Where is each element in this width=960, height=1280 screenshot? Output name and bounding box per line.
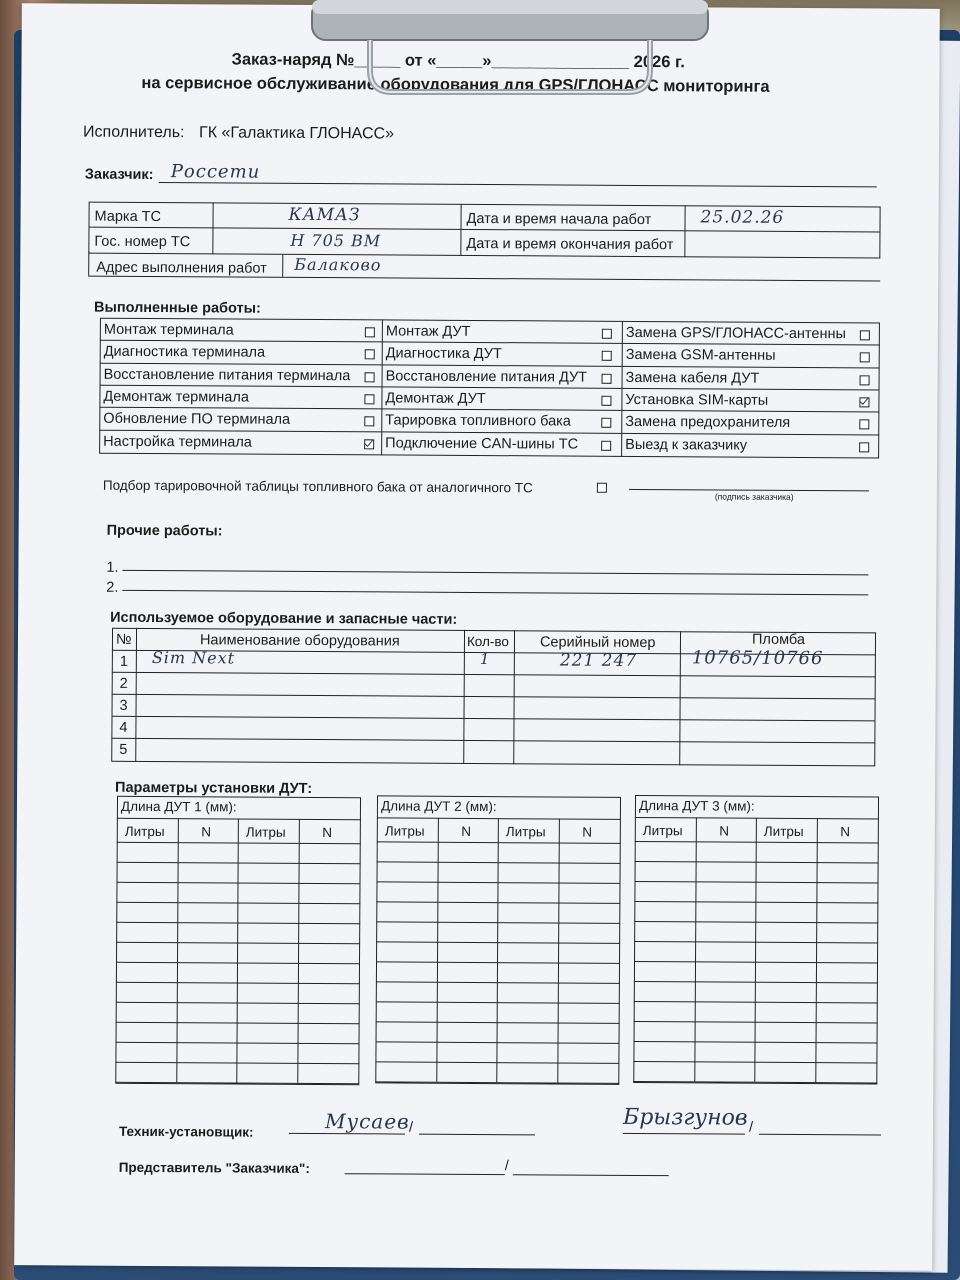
eq-row-num: 1 — [119, 653, 128, 670]
work-item-checkbox[interactable] — [602, 329, 612, 339]
work-order-sheet: Заказ-наряд №_____ от «_____»_______________ 2026 г. на сервисное обслуживание оборудования для GPS/ГЛОНАСС мониторинга Исполнитель: ГК «Галактика ГЛОНАСС» Заказчик: Россети Марка ТС КАМАЗ Гос. номер ТС Н 705 ВМ Дата и время начала работ 25.02.26 Дата и время окончания работ Адрес выполнения работ Балаково Выполненные работы: Монтаж терминала Диагностика терминала Восстановление питания терминала Демонтаж терминала Обновление ПО терминала Настройка терминала Монтаж ДУТ Диагностика ДУТ Восстановление питания ДУТ Демонтаж ДУТ Тарировка топливного бака Подключение CAN-шины ТС Замена GPS/ГЛОНАСС-антенны Замена GSM-антенны Замена кабеля ДУТ Установка SIM-карты Замена предохранителя Выезд к заказчику Подбор тарировочной таблицы топливного бака от аналогичного ТС (подпись заказчика) Прочие работы: 1. 2. Используемое оборудование и запасные части: № Наименование оборудования Кол-во Серийный номер Пломба 1 Sim Next 1 221 247 10765/10766 2 3 4 5 Параметры установки ДУТ: Длина ДУТ 1 (мм): Литры N Литры N Длина ДУТ 2 (мм): Литры N Литры N Длина ДУТ 3 (мм): Литры N Литры N Техник-установщик: Мусаев / Брызгунов / Представитель "Заказчика": / — [14, 3, 940, 1271]
brand-value: КАМАЗ — [288, 204, 361, 226]
work-item-label: Диагностика ДУТ — [385, 345, 502, 363]
technician-sign-line-2 — [759, 1134, 881, 1136]
work-item-checkbox[interactable] — [859, 397, 869, 407]
dut-caption: Длина ДУТ 3 (мм): — [638, 797, 755, 814]
work-item-label: Тарировка топливного бака — [385, 412, 571, 430]
work-item-checkbox[interactable] — [860, 353, 870, 363]
eq-row-num: 4 — [119, 719, 128, 736]
work-item-label: Диагностика терминала — [103, 344, 266, 361]
eq-row-num: 2 — [119, 675, 128, 692]
other-works-line-2 — [122, 590, 868, 596]
works-title: Выполненные работы: — [93, 299, 261, 317]
work-item-label: Подключение CAN-шины ТС — [385, 434, 579, 453]
dut-caption: Длина ДУТ 2 (мм): — [380, 798, 497, 815]
work-item-checkbox[interactable] — [602, 351, 612, 361]
other-works-line-1 — [122, 570, 868, 576]
dut-title: Параметры установки ДУТ: — [115, 779, 313, 797]
plate-label: Гос. номер ТС — [94, 233, 191, 251]
work-item-checkbox[interactable] — [365, 327, 375, 337]
customer-value: Россети — [170, 161, 261, 183]
representative-label: Представитель "Заказчика": — [118, 1159, 310, 1176]
other-works-line-1-label: 1. — [106, 559, 119, 576]
work-item-checkbox[interactable] — [859, 420, 869, 430]
work-item-checkbox[interactable] — [365, 350, 375, 360]
eq-header-name: Наименование оборудования — [199, 632, 400, 650]
dut-column-header: N — [322, 825, 333, 841]
work-item-checkbox[interactable] — [602, 373, 612, 383]
title-line-2: на сервисное обслуживание оборудования для GPS/ГЛОНАСС мониторинга — [141, 73, 770, 96]
work-item-checkbox[interactable] — [364, 416, 374, 426]
work-item-label: Установка SIM-карты — [625, 391, 769, 409]
tank-table-label: Подбор тарировочной таблицы топливного бака от аналогичного ТС — [102, 477, 533, 496]
dut-column-header: N — [201, 824, 212, 840]
other-works-title: Прочие работы: — [106, 522, 223, 540]
eq-row-num: 5 — [119, 741, 128, 758]
equipment-title: Используемое оборудование и запасные части: — [110, 609, 458, 628]
clipboard-clip — [310, 0, 710, 100]
eq-row-serial: 221 247 — [559, 650, 638, 671]
start-label: Дата и время начала работ — [466, 210, 652, 229]
work-item-checkbox[interactable] — [601, 396, 611, 406]
eq-row-qty: 1 — [479, 650, 491, 669]
technician-name-line — [289, 1133, 405, 1135]
end-label: Дата и время окончания работ — [466, 235, 674, 254]
work-item-checkbox[interactable] — [364, 439, 374, 449]
work-item-label: Замена предохранителя — [625, 414, 791, 432]
work-item-label: Настройка терминала — [103, 433, 252, 451]
work-item-label: Монтаж ДУТ — [385, 323, 471, 340]
executor-value: ГК «Галактика ГЛОНАСС» — [199, 124, 395, 143]
work-item-checkbox[interactable] — [601, 440, 611, 450]
work-item-label: Демонтаж ДУТ — [385, 390, 486, 407]
work-item-checkbox[interactable] — [365, 372, 375, 382]
plate-value: Н 705 ВМ — [290, 230, 382, 251]
work-item-checkbox[interactable] — [364, 394, 374, 404]
executor-label: Исполнитель: — [83, 123, 185, 142]
dut-column-header: N — [582, 824, 593, 840]
work-item-label: Выезд к заказчику — [625, 436, 748, 454]
eq-header-seal: Пломба — [751, 631, 805, 649]
tank-table-checkbox[interactable] — [597, 483, 607, 493]
address-value: Балаково — [294, 254, 382, 275]
work-item-checkbox[interactable] — [860, 330, 870, 340]
address-label: Адрес выполнения работ — [96, 259, 267, 277]
technician-name: Мусаев — [324, 1109, 410, 1134]
dut-column-header: N — [719, 823, 730, 839]
start-value: 25.02.26 — [700, 207, 785, 228]
eq-header-num: № — [115, 631, 132, 648]
work-item-checkbox[interactable] — [859, 442, 869, 452]
work-item-label: Замена GPS/ГЛОНАСС-антенны — [625, 324, 846, 343]
technician-sign-line — [623, 1133, 745, 1135]
technician-name-line-2 — [419, 1134, 535, 1136]
dut-column-header: Литры — [505, 824, 546, 840]
work-item-label: Монтаж терминала — [103, 321, 234, 339]
eq-row-name: Sim Next — [151, 648, 236, 668]
eq-row-seal: 10765/10766 — [691, 647, 824, 670]
dut-column-header: Литры — [245, 824, 286, 840]
other-works-line-2-label: 2. — [106, 579, 119, 596]
dut-column-header: N — [840, 824, 851, 840]
customer-underline — [159, 182, 877, 187]
work-item-label: Восстановление питания терминала — [103, 366, 351, 384]
work-item-label: Демонтаж терминала — [103, 388, 249, 406]
work-item-label: Замена GSM-антенны — [625, 347, 776, 365]
eq-header-serial: Серийный номер — [539, 634, 656, 652]
work-item-label: Замена кабеля ДУТ — [625, 369, 760, 387]
customer-signature-caption: (подпись заказчика) — [714, 491, 794, 502]
representative-line — [345, 1173, 505, 1175]
work-item-checkbox[interactable] — [601, 418, 611, 428]
title-line-1: Заказ-наряд №_____ от «_____»_______________ 2026 г. — [231, 50, 685, 72]
work-item-label: Восстановление питания ДУТ — [385, 368, 588, 386]
dut-column-header: Литры — [384, 823, 425, 839]
eq-header-qty: Кол-во — [466, 633, 510, 650]
dut-column-header: Литры — [642, 823, 683, 839]
technician-signature: Брызгунов — [622, 1104, 748, 1131]
dut-column-header: N — [461, 823, 472, 839]
technician-label: Техник-установщик: — [118, 1123, 254, 1140]
dut-caption: Длина ДУТ 1 (мм): — [120, 798, 237, 815]
eq-row-num: 3 — [119, 697, 128, 714]
address-underline — [88, 276, 880, 282]
work-item-label: Обновление ПО терминала — [103, 410, 291, 429]
brand-label: Марка ТС — [94, 208, 162, 226]
dut-column-header: Литры — [124, 823, 165, 840]
work-item-checkbox[interactable] — [860, 375, 870, 385]
representative-line-2 — [513, 1174, 669, 1176]
dut-column-header: Литры — [763, 823, 804, 839]
customer-label: Заказчик: — [84, 166, 154, 184]
